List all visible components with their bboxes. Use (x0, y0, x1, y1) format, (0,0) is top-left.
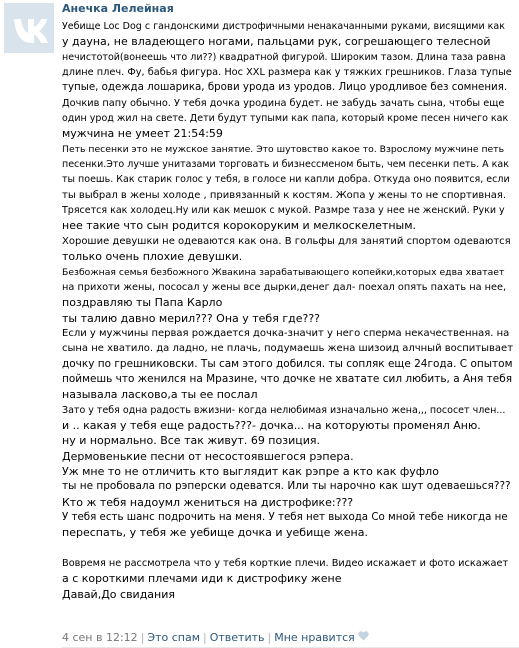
post-text-line: один урод жил на свете. Дети будут тупыми как папа, который кроме песен ничего как (62, 113, 509, 125)
post-text-line: называла ласково,а ты ее послал (62, 388, 258, 402)
avatar[interactable] (4, 3, 54, 53)
heart-icon[interactable] (358, 630, 369, 646)
post-text-line: дочку по грешниковски. Ты сам этого добился. ты сопляк еще 24года. С опытом (62, 357, 513, 370)
post-text-line: Уж мне то не отличить кто выглядит как рэпре а кто как фуфло (62, 464, 439, 478)
reply-link[interactable]: Ответить (209, 631, 265, 644)
post-text-line: поздравляю ты Папа Карло (62, 296, 223, 310)
post-text (62, 19, 514, 602)
post-text-line: Хорошие девушки не одеваются как она. В гольфы для занятий спортом одеваются (62, 235, 511, 247)
spam-link[interactable]: Это спам (147, 631, 200, 644)
post-text-line: Дочкив папу обычно. У тебя дочка уродина будет. не забудь зачать сына, чтобы еще (62, 97, 505, 109)
post-text-line: У тебя есть шанс подрочить на меня. У тебя нет выхода Со мной тебе никогда не (62, 511, 508, 523)
post-text-line: Безбожная семья безбожного Жвакина зарабатывающего копейки,которых едва хватает (62, 266, 505, 278)
post-text-line: поймешь что женился на Мразине, что дочке не хватате сил любить, а Аня тебя (62, 372, 513, 385)
footer-separator: | (203, 631, 207, 644)
post-text-line: ты поешь. Как старик голос у тебя, в голосе ни капли добра. Откуда оно появится, если (62, 174, 510, 186)
post-text-line: тупые, одежда лошарика, брови урода из уродов. Лицо уродливое без сомнения. (62, 81, 508, 94)
post-footer (62, 630, 369, 646)
footer-separator: | (267, 631, 272, 644)
post-text-line: переспать, у тебя же уебище дочка и уебище жена. (62, 526, 368, 540)
author-name[interactable]: Анечка Лелейная (62, 2, 174, 15)
post-text-line: мужчина не умеет 21:54:59 (62, 127, 223, 141)
post-text-line: Кто ж тебя надоумл жениться на дистрофике:??? (62, 495, 354, 509)
post-text-line: ты выбрал в жены холоде , привязанный к костям. Жопа у жены то не спортивная. (62, 189, 507, 201)
post-text-line: на прихоти жены, пососал у жены все дырки,денег дал- поехал опять пахать на нее, (62, 281, 507, 293)
post-date[interactable]: 4 сен в 12:12 (62, 631, 138, 644)
post-text-line: Вовремя не рассмотрела что у тебя корткие плечи. Видео искажает и фото искажает (62, 558, 509, 570)
post-text-line: Петь песенки это не мужское занятие. Это шутовство какое то. Взрослому мужчине петь (62, 143, 505, 155)
post-text-line: длине плеч. Фу, бабья фигура. Нос XXL размера как у тяжких грешников. Глаза тупые (62, 67, 512, 79)
post-text-line: ты не пробовала по рэперски одеватся. Или ты нарочно как шут одеваешься??? (62, 480, 511, 493)
post-text-line: Зато у тебя одна радость вжизни- когда нелюбимая изначально жена,,, пососет член... (62, 404, 506, 416)
post-text-line: ты талию давно мерил??? Она у тебя где??? (62, 311, 320, 325)
vk-logo-placeholder-icon (4, 3, 54, 53)
post-text-line: и .. какая у тебя еще радость???- дочка... на которуюты променял Аню. (62, 418, 481, 432)
post-text-line: ну и нормально. Все так живут. 69 позиция. (62, 434, 320, 448)
post-text-line: Дермовенькие песни от несостоявшегося рэпера. (62, 449, 354, 463)
post-text-line: песенки.Это лучше унитазами торговать и бизнессменом быть, чем песенки петь. А как (62, 159, 509, 171)
footer-separator: | (140, 631, 145, 644)
post-text-line: а с короткими плечами иди к дистрофику жене (62, 572, 342, 586)
post-text-line: Трясется как холодец.Ну или как мешок с мукой. Размре таза у нее не женский. Руки у (62, 205, 505, 217)
post-text-line: у дауна, не владеющего ногами, пальцами рук, согрешающего телесной (62, 35, 491, 49)
post-text-line: Уебище Loc Dog с гандонскими дистрофичными ненакачанными руками, висящими как (62, 21, 505, 32)
post-text-line: сына не хватило. да ладно, не плачь, подумаешь жена шизоид алчный воспитывает (62, 343, 514, 355)
like-link[interactable]: Мне нравится (274, 631, 355, 644)
post-text-line (62, 541, 514, 556)
post-text-line: только очень плохие девушки. (62, 250, 243, 264)
post-text-line: Давай,До свидания (62, 587, 176, 601)
post-text-line: Если у мужчины первая рождается дочка-значит у него сперма некачественная. на (62, 327, 510, 339)
post-text-line: нечистотой(вонеешь что ли??) квадратной фигурой. Широким тазом. Длина таза равна (62, 51, 506, 63)
post-text-line: нее такие что сын родится корокоруким и мелкоскелетным. (62, 219, 417, 233)
